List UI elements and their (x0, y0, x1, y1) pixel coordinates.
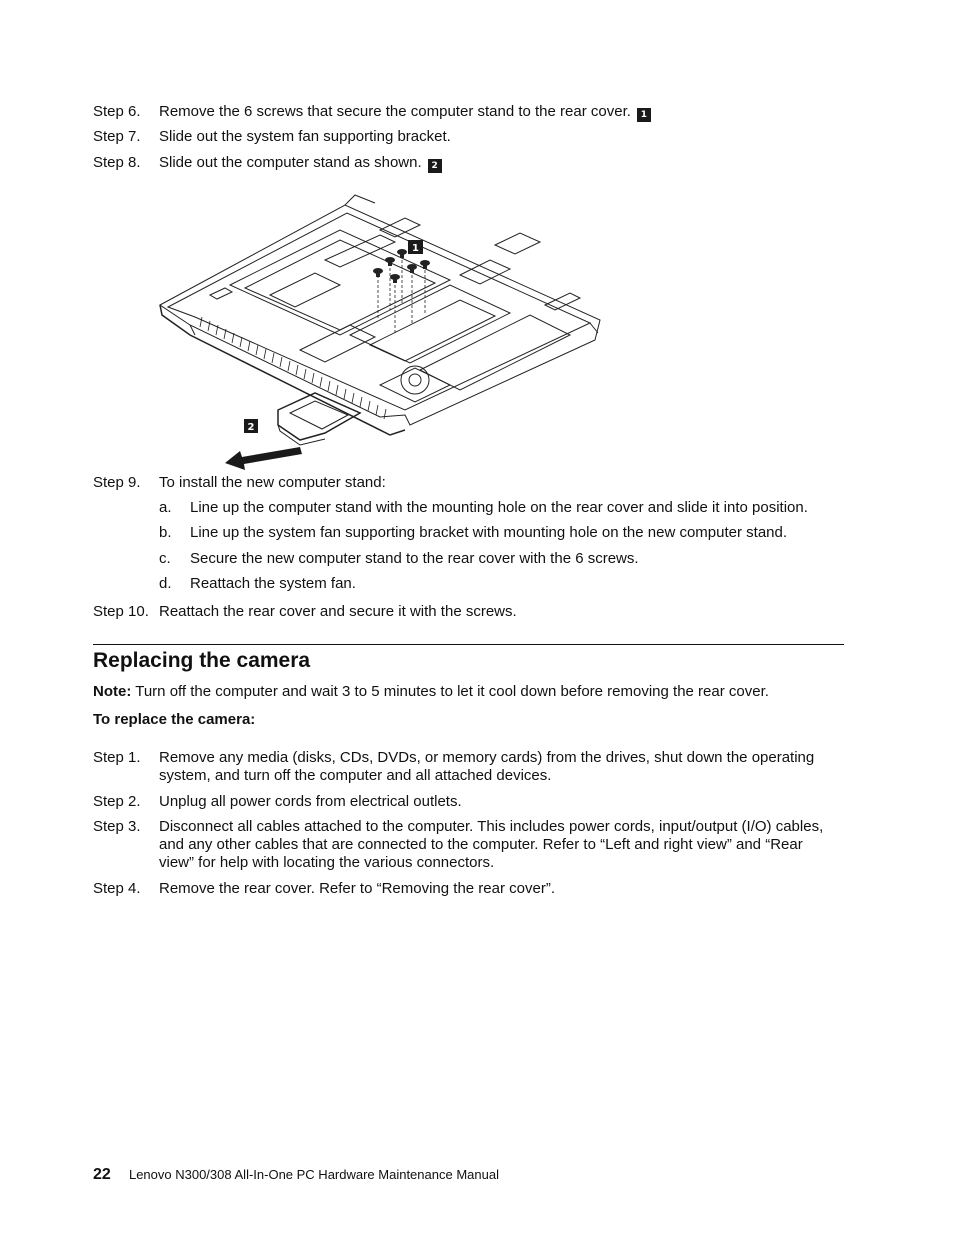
step-8 (93, 154, 853, 173)
page-footer (93, 1166, 499, 1184)
substep-text: Reattach the system fan. (190, 575, 356, 592)
step-9 (93, 474, 853, 492)
slide-out-arrow (225, 447, 302, 470)
step-text: Slide out the computer stand as shown. (159, 154, 422, 171)
step-label: Step 1. (93, 749, 141, 766)
page-number: 22 (93, 1166, 111, 1183)
step-label: Step 9. (93, 474, 141, 491)
substep-a (159, 499, 859, 517)
figure-callout-2-label: 2 (247, 422, 255, 433)
screws (373, 249, 430, 283)
step-text: Slide out the system fan supporting bracket. (159, 128, 451, 145)
step-text: Unplug all power cords from electrical outlets. (159, 793, 462, 810)
step-label: Step 10. (93, 603, 149, 620)
substep-label: a. (159, 499, 172, 516)
manual-title: Lenovo N300/308 All-In-One PC Hardware Maintenance Manual (128, 1167, 499, 1182)
step-label: Step 3. (93, 818, 141, 835)
substep-b (159, 524, 859, 542)
section-divider (93, 644, 844, 645)
step-text: Remove the 6 screws that secure the computer stand to the rear cover. (159, 103, 631, 120)
camera-step-2 (93, 793, 853, 811)
step-7 (93, 128, 853, 146)
step-label: Step 6. (93, 103, 141, 120)
substep-text: Line up the computer stand with the mounting hole on the rear cover and slide it into position. (190, 499, 808, 516)
step-label: Step 7. (93, 128, 141, 145)
step-10 (93, 603, 853, 621)
note (93, 683, 769, 701)
step-text: To install the new computer stand: (159, 474, 386, 491)
step-text: Remove the rear cover. Refer to “Removing the rear cover”. (159, 880, 555, 897)
step-label: Step 2. (93, 793, 141, 810)
camera-step-4 (93, 880, 853, 898)
step-text: Remove any media (disks, CDs, DVDs, or memory cards) from the drives, shut down the operating system, and turn off the computer and all attached devices. (159, 749, 815, 784)
substep-text: Secure the new computer stand to the rear cover with the 6 screws. (190, 550, 639, 567)
stand-removal-illustration (150, 185, 610, 470)
section-title: Replacing the camera (93, 649, 311, 672)
step-text: Reattach the rear cover and secure it with the screws. (159, 603, 517, 620)
camera-step-3 (93, 818, 853, 872)
note-label: Note: (93, 683, 132, 700)
substep-label: c. (159, 550, 171, 567)
step-6 (93, 103, 853, 122)
figure-callout-1 (408, 240, 423, 254)
substep-label: d. (159, 575, 172, 592)
callout-1: 1 (637, 108, 651, 122)
figure-callout-1-label: 1 (412, 243, 419, 254)
camera-step-1 (93, 749, 853, 785)
substep-c (159, 550, 859, 568)
note-text: Turn off the computer and wait 3 to 5 minutes to let it cool down before removing the rear cover. (135, 683, 769, 700)
figure-callout-2 (244, 419, 258, 433)
substep-d (159, 575, 859, 593)
procedure-subheading: To replace the camera: (93, 711, 256, 728)
step-text: Disconnect all cables attached to the computer. This includes power cords, input/output (I/O) cables, and any other cables that are connected to the computer. Refer to “Left and right view” and “Rear view” for help with locating the various connectors. (159, 818, 824, 871)
substep-label: b. (159, 524, 172, 541)
step-label: Step 8. (93, 154, 141, 171)
substep-text: Line up the system fan supporting bracket with mounting hole on the new computer stand. (190, 524, 788, 541)
callout-2: 2 (428, 159, 442, 173)
step-label: Step 4. (93, 880, 141, 897)
